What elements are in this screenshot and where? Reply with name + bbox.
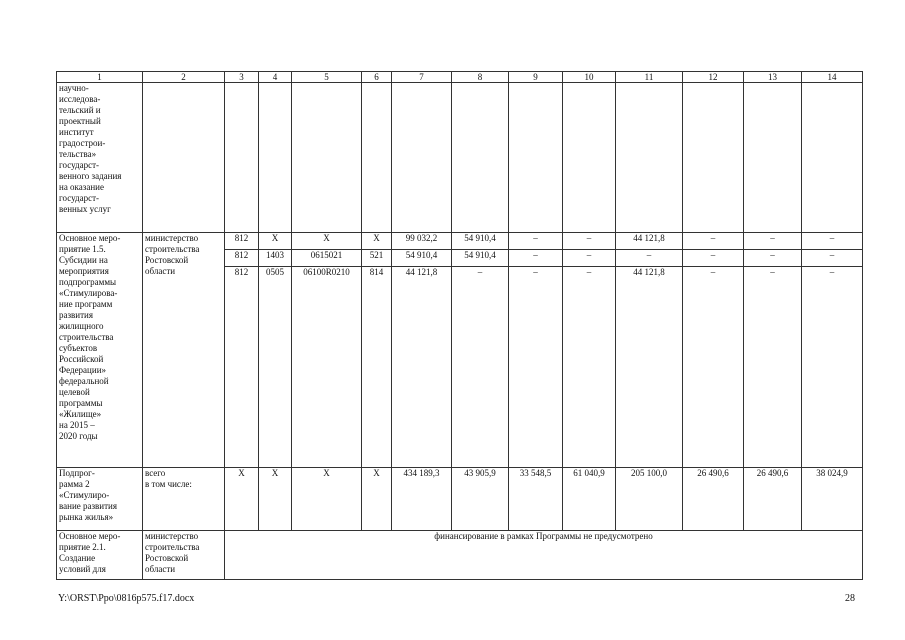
cell: 54 910,4 [452,233,509,250]
row-name: Основное меро- приятие 2.1. Создание условий для [57,531,143,580]
cell: 812 [225,267,259,468]
cell: 26 490,6 [683,468,744,531]
cell: – [802,250,863,267]
col-header: 3 [225,72,259,83]
cell: 521 [362,250,392,267]
cell: Х [292,468,362,531]
cell: Х [225,468,259,531]
row-name: Основное меро- приятие 1.5. Субсидии на мероприятия подпрограммы «Стимулирова- ние программ развития жилищного строительства субъектов Российской Федерации» федеральной целевой программы «Жилище» на 2015 – 2020 годы [57,233,143,468]
page-number: 28 [845,593,855,604]
cell: – [616,250,683,267]
row-name: научно- исследова- тельский и проектный институт градострои- тельства» государст- венного задания на оказание государст- венных услуг [57,83,143,233]
cell: Х [259,233,292,250]
program-table [56,71,863,580]
cell: – [683,233,744,250]
row-executor: всего в том числе: [143,468,225,531]
cell: – [509,250,563,267]
cell: 26 490,6 [744,468,802,531]
footer-file-path: Y:\ORST\Ppo\0816p575.f17.docx [58,593,195,604]
row-executor: министерство строительства Ростовской области [143,233,225,468]
cell: 54 910,4 [392,250,452,267]
cell: 0615021 [292,250,362,267]
table-row [57,233,863,250]
col-header: 8 [452,72,509,83]
cell: – [563,250,616,267]
col-header: 1 [57,72,143,83]
cell: 1403 [259,250,292,267]
cell: – [452,267,509,468]
col-header: 5 [292,72,362,83]
cell: – [683,250,744,267]
cell: – [509,233,563,250]
cell: – [509,267,563,468]
col-header: 12 [683,72,744,83]
cell: 06100R0210 [292,267,362,468]
table-row [57,83,863,233]
cell: 33 548,5 [509,468,563,531]
col-header: 13 [744,72,802,83]
cell: 44 121,8 [616,267,683,468]
cell: Х [362,233,392,250]
cell: – [802,267,863,468]
cell: – [563,267,616,468]
col-header: 14 [802,72,863,83]
cell: 61 040,9 [563,468,616,531]
cell: Х [362,468,392,531]
cell: 54 910,4 [452,250,509,267]
row-name: Подпрог- рамма 2 «Стимулиро- вание развития рынка жилья» [57,468,143,531]
cell: – [744,267,802,468]
cell: – [744,250,802,267]
col-header: 2 [143,72,225,83]
table-row [57,531,863,580]
cell: 814 [362,267,392,468]
cell: 44 121,8 [616,233,683,250]
cell: 38 024,9 [802,468,863,531]
cell: 43 905,9 [452,468,509,531]
col-header: 9 [509,72,563,83]
cell: 0505 [259,267,292,468]
cell: Х [259,468,292,531]
cell: – [683,267,744,468]
cell: Х [292,233,362,250]
cell: 434 189,3 [392,468,452,531]
cell: 44 121,8 [392,267,452,468]
financing-note: финансирование в рамках Программы не предусмотрено [225,531,863,580]
cell: – [744,233,802,250]
cell: 812 [225,250,259,267]
col-header: 10 [563,72,616,83]
col-header: 7 [392,72,452,83]
cell: – [563,233,616,250]
row-executor: министерство строительства Ростовской области [143,531,225,580]
cell: 99 032,2 [392,233,452,250]
cell: 205 100,0 [616,468,683,531]
cell: – [802,233,863,250]
table-row [57,468,863,531]
cell: 812 [225,233,259,250]
col-header: 11 [616,72,683,83]
column-number-row [57,72,863,83]
col-header: 4 [259,72,292,83]
col-header: 6 [362,72,392,83]
